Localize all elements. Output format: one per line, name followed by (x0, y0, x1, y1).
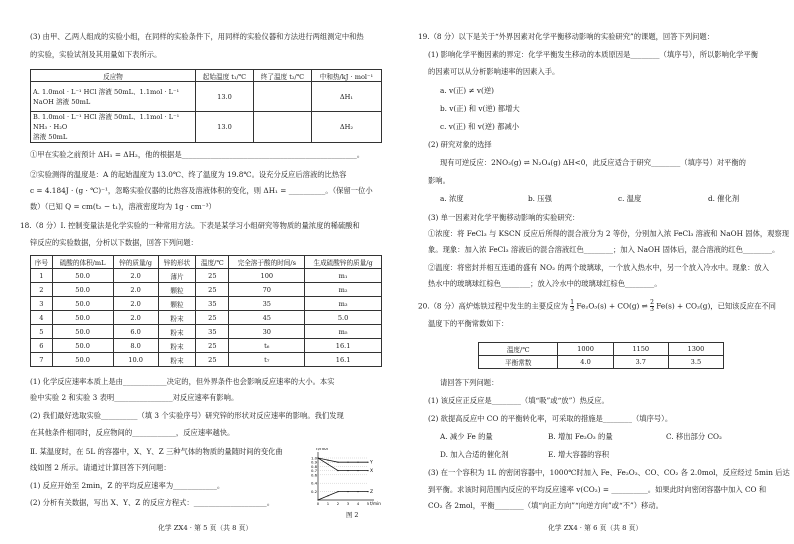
x-axis-label: t/min (370, 501, 381, 506)
data-point (347, 470, 348, 471)
option-2a: a. 浓度 (440, 194, 464, 203)
t2-cell: 6.0 (113, 325, 158, 339)
data-point (367, 470, 368, 471)
q19-3: (3) 单一因素对化学平衡移动影响的实验研究： (428, 213, 580, 222)
q20-3b: 到平衡。求该时间范围内反应的平均反应速率 v(CO₂) = __________。如果此时向密闭容器中加入 CO 和 (428, 485, 767, 494)
t2-cell: 50.0 (52, 297, 113, 311)
table-row (31, 311, 382, 325)
t2-header: 锌的形状 (158, 256, 196, 269)
option-A: A. 减少 Fe 的量 (440, 432, 493, 441)
right-page (418, 0, 790, 544)
q18-ii-1: (1) 反应开始至 2min，Z 的平均反应速率为____________。 (30, 481, 225, 490)
t2-cell: 25 (196, 339, 229, 353)
t2-cell: 4 (31, 311, 53, 325)
option-2d: d. 催化剂 (708, 194, 740, 203)
t2-cell: 16.1 (305, 353, 382, 367)
t2-cell: m₃ (305, 297, 382, 311)
q19-3-2a: ②温度：将密封并相互连通的盛有 NO₂ 的两个玻璃球，一个放入热水中，另一个放入冷水中。现象：放入 (428, 263, 769, 272)
t2-cell: t₆ (229, 339, 305, 353)
t1-cell (253, 82, 311, 112)
q20-stem: 20.（8 分）高炉炼铁过程中发生的主要反应为 $\frac{1}{3} Fe_2O_3(s) + CO(g)$ ⇌ $\frac{2}{3} Fe(s) + CO_2(g)$，已知该反应在不同 (418, 299, 776, 313)
experiment-table (30, 255, 382, 367)
t3-cell: 4.0 (558, 356, 613, 369)
x-tick-label: 3 (346, 501, 350, 506)
data-point (357, 462, 358, 463)
t2-cell: 70 (229, 283, 305, 297)
option-C: C. 移出部分 CO₂ (666, 432, 722, 441)
t3-cell: 平衡常数 (479, 356, 558, 369)
page-footer: 化学 ZX4 · 第 5 页（共 8 页） (158, 524, 253, 532)
t2-cell: 35 (196, 325, 229, 339)
q3-intro-2: 的实验，实验试剂及其用量如下表所示。 (30, 50, 162, 59)
t2-cell: 2.0 (113, 283, 158, 297)
table-row (31, 269, 382, 283)
t2-cell: 25 (196, 269, 229, 283)
t2-cell: 5.0 (305, 311, 382, 325)
t2-cell: 1 (31, 269, 53, 283)
t2-cell: 粉末 (158, 311, 196, 325)
t2-cell: 2.0 (113, 311, 158, 325)
data-point (357, 470, 358, 471)
series-label: X (370, 469, 374, 475)
y-tick-label: 0.8 (310, 463, 317, 469)
mole-time-chart (300, 448, 382, 518)
option-E: E. 增大容器的容积 (548, 450, 610, 459)
q19-2-tail: 影响。 (428, 176, 450, 185)
t2-cell: 50.0 (52, 311, 113, 325)
q20-prompt: 请回答下列问题： (440, 378, 499, 387)
y-tick-label: 0.2 (310, 489, 317, 495)
q3-sub-2c: 数）（已知 Q = cm(t₂ − t₁)，溶液密度均为 1g · cm⁻³） (30, 202, 216, 211)
data-point (317, 499, 318, 500)
q18-1a: (1) 化学反应速率本质上是由____________决定的，但外界条件也会影响反应速率的大小。本实 (30, 377, 335, 386)
y-tick-label: 0.6 (310, 472, 317, 478)
t2-cell: 3 (31, 297, 53, 311)
table-row (31, 325, 382, 339)
equilibrium-table (478, 342, 724, 369)
series-line-Y (318, 458, 368, 462)
t2-header: 硫酸的体积/mL (52, 256, 113, 269)
x-tick-label: 0 (316, 501, 320, 506)
q18-2a: (2) 我们最好选取实验__________（填 3 个实验序号）研究锌的形状对反应速率的影响。我们发现 (30, 411, 344, 420)
t1-cell: B. 1.0mol · L⁻¹ HCl 溶液 50mL、1.1mol · L⁻¹ NH₃ · H₂O 溶液 50mL (31, 112, 196, 143)
q19-1b: 的因素可以从分析影响速率的因素入手。 (428, 67, 560, 76)
table-row (31, 339, 382, 353)
q19-3-2b: 热水中的玻璃球红棕色________；放入冷水中的玻璃球红棕色________。 (428, 279, 662, 288)
q18-stem: 18.（8 分）Ⅰ. 控制变量法是化学实验的一种常用方法。下表是某学习小组研究等物质的量浓度的稀硫酸和 (20, 221, 360, 230)
t2-cell: 50.0 (52, 325, 113, 339)
series-line-Z (318, 492, 368, 500)
reactant-table (30, 69, 382, 143)
t2-cell: 50.0 (52, 339, 113, 353)
data-point (327, 460, 328, 461)
t1-cell: ΔH₁ (311, 82, 381, 112)
t2-cell: m₂ (305, 283, 382, 297)
series-label: Y (370, 460, 373, 466)
t2-cell: 16.1 (305, 339, 382, 353)
t2-cell: 薄片 (158, 269, 196, 283)
t1-header: 反应物 (31, 70, 196, 82)
t2-cell: 2 (31, 283, 53, 297)
option-2c: c. 温度 (618, 194, 642, 203)
q20-stem-2: 温度下的平衡常数如下： (428, 319, 509, 328)
t2-header: 完全溶于酸的时间/s (229, 256, 305, 269)
q3-intro: (3) 由甲、乙两人组成的实验小组，在同样的实验条件下，用同样的实验仪器和方法进行两组测定中和热 (30, 32, 364, 41)
option-2b: b. 压强 (528, 194, 552, 203)
q3-sub-1: ①甲在实验之前预计 ΔH₁ = ΔH₂，他的根据是________________________________________________。 (30, 150, 365, 159)
table-row (479, 356, 724, 369)
t2-cell: 8.0 (113, 339, 158, 353)
page-footer: 化学 ZX4 · 第 6 页（共 8 页） (548, 524, 643, 532)
t2-cell: 30 (229, 325, 305, 339)
t2-cell: 25 (196, 353, 229, 367)
y-tick-label: 0.7 (310, 468, 317, 474)
q18-stem-2: 锌反应的实验数据，分析以下数据，回答下列问题： (30, 238, 198, 247)
y-tick-label: 0.4 (310, 480, 317, 486)
table-row (31, 353, 382, 367)
q19-1: (1) 影响化学平衡因素的界定：化学平衡发生移动的本质原因是________（填序号），所以影响化学平衡 (428, 50, 759, 59)
t1-cell (253, 112, 311, 143)
t2-cell: 粉末 (158, 353, 196, 367)
t2-cell: 35 (229, 297, 305, 311)
t2-cell: 颗粒 (158, 283, 196, 297)
data-point (337, 470, 338, 471)
t1-header: 起始温度 t₁/℃ (196, 70, 254, 82)
data-point (337, 462, 338, 463)
y-axis-label: n/mol (316, 448, 328, 451)
option-D: D. 加入合适的催化剂 (440, 450, 509, 459)
q18-part2: Ⅱ. 某温度时，在 5L 的容器中，X、Y、Z 三种气体的物质的量随时间的变化曲 (30, 447, 283, 456)
option-c: c. v(正) 和 v(逆) 都减小 (440, 122, 520, 131)
data-point (327, 495, 328, 496)
x-tick-label: 4 (356, 501, 360, 506)
data-point (367, 462, 368, 463)
t2-cell: 35 (196, 297, 229, 311)
x-tick-label: 2 (336, 501, 340, 506)
q18-ii-2: (2) 分析有关数据，写出 X、Y、Z 的反应方程式：____________________。 (30, 498, 274, 507)
t2-header: 生成硫酸锌的质量/g (305, 256, 382, 269)
left-page (20, 0, 385, 544)
t1-cell: A. 1.0mol · L⁻¹ HCl 溶液 50mL、1.1mol · L⁻¹ NaOH 溶液 50mL (31, 82, 196, 112)
figure-caption: 图 2 (346, 511, 359, 519)
q19-2-reaction: 现有可逆反应：2NO₂(g) ⇌ N₂O₄(g) ΔH<0，此反应适合于研究________（填序号）对平衡的 (440, 158, 746, 167)
t2-cell: 25 (196, 311, 229, 325)
option-b: b. v(正) 和 v(逆) 都增大 (440, 104, 520, 113)
t1-cell: ΔH₂ (311, 112, 381, 143)
q20-2: (2) 欲提高反应中 CO 的平衡转化率，可采取的措施是________（填序号）。 (428, 414, 673, 423)
t2-header: 锌的质量/g (113, 256, 158, 269)
t2-header: 序号 (31, 256, 53, 269)
table-row (31, 283, 382, 297)
t3-cell: 3.5 (668, 356, 723, 369)
t2-cell: 25 (196, 283, 229, 297)
q3-sub-2b: c = 4.184J · (g · ℃)⁻¹，忽略实验仪器的比热容及溶液体积的变化，则 ΔH₁ = __________。（保留一位小 (30, 186, 373, 195)
t2-cell: 7 (31, 353, 53, 367)
q19-stem: 19.（8 分）以下是关于“外界因素对化学平衡移动影响的实验研究”的课题，回答下列问题： (418, 32, 715, 41)
t3-cell: 1150 (613, 343, 668, 356)
t2-cell: 5 (31, 325, 53, 339)
t2-cell: 50.0 (52, 269, 113, 283)
t2-cell: m₅ (305, 325, 382, 339)
t2-cell: 45 (229, 311, 305, 325)
q19-2: (2) 研究对象的选择 (428, 140, 492, 149)
q20-3a: (3) 在一个容积为 1L 的密闭容器中，1000℃时加入 Fe、Fe₂O₃、CO、CO₂ 各 2.0mol，反应经过 5min 后达 (428, 468, 790, 477)
table-row (31, 297, 382, 311)
q3-sub-2a: ②实验测得的温度是：A 的起始温度为 13.0℃、终了温度为 19.8℃。设充分反应后溶液的比热容 (30, 170, 347, 179)
t2-cell: t₇ (229, 353, 305, 367)
t1-cell: 13.0 (196, 112, 254, 143)
t2-cell: 粉末 (158, 339, 196, 353)
x-tick-label: 5 (366, 501, 370, 506)
y-tick-label: 1.0 (310, 455, 317, 461)
t3-cell: 温度/℃ (479, 343, 558, 356)
q18-1b: 验中实验 2 和实验 3 表明________________对反应速率有影响。 (30, 393, 239, 402)
data-point (337, 491, 338, 492)
q20-3c: CO₂ 各 2mol，平衡________（填“向正方向”“向逆方向”或“不”）移动。 (428, 501, 663, 510)
t2-cell: 100 (229, 269, 305, 283)
data-point (327, 464, 328, 465)
data-point (357, 491, 358, 492)
q18-part2-b: 线如图 2 所示。请通过计算回答下列问题： (30, 463, 171, 472)
q20-1: (1) 该反应正反应是________（填“吸”或“放”）热反应。 (428, 396, 609, 405)
table-row (31, 82, 382, 112)
t2-cell: 颗粒 (158, 297, 196, 311)
t2-cell: 2.0 (113, 269, 158, 283)
option-a: a. v(正) ≠ v(逆) (440, 86, 494, 95)
t2-cell: 50.0 (52, 353, 113, 367)
t2-cell: 6 (31, 339, 53, 353)
x-tick-label: 1 (326, 501, 330, 506)
data-point (347, 462, 348, 463)
data-point (367, 491, 368, 492)
y-tick-label: 0.9 (310, 459, 317, 465)
table-row (479, 343, 724, 356)
data-point (317, 457, 318, 458)
t2-cell: 2.0 (113, 297, 158, 311)
t3-cell: 1300 (668, 343, 723, 356)
t2-cell: 10.0 (113, 353, 158, 367)
t1-header: 中和热/kJ · mol⁻¹ (311, 70, 381, 82)
q19-3-1a: ①浓度：将 FeCl₃ 与 KSCN 反应后所得的混合液分为 2 等份，分别加入浓 FeCl₃ 溶液和 NaOH 固体，观察现 (428, 229, 790, 238)
data-point (347, 491, 348, 492)
q18-2b: 在其他条件相同时，反应物间的____________，反应速率越快。 (30, 428, 235, 437)
fraction-one-third: $\frac{1}{3}$ (570, 299, 575, 313)
t1-cell: 13.0 (196, 82, 254, 112)
t2-cell: 50.0 (52, 283, 113, 297)
t1-header: 终了温度 t₂/℃ (253, 70, 311, 82)
q19-3-1b: 象。现象：加入浓 FeCl₃ 溶液后的混合溶液红色________；加入 NaOH 固体后，混合溶液的红色________。 (428, 245, 780, 254)
t3-cell: 3.7 (613, 356, 668, 369)
t2-cell: m₁ (305, 269, 382, 283)
t2-header: 温度/℃ (196, 256, 229, 269)
t2-cell: 粉末 (158, 325, 196, 339)
fraction-two-thirds: $\frac{2}{3}$ (650, 299, 654, 313)
series-label: Z (370, 490, 374, 496)
t3-cell: 1000 (558, 343, 613, 356)
table-row (31, 112, 382, 143)
option-B: B. 增加 Fe₂O₃ 的量 (548, 432, 613, 441)
